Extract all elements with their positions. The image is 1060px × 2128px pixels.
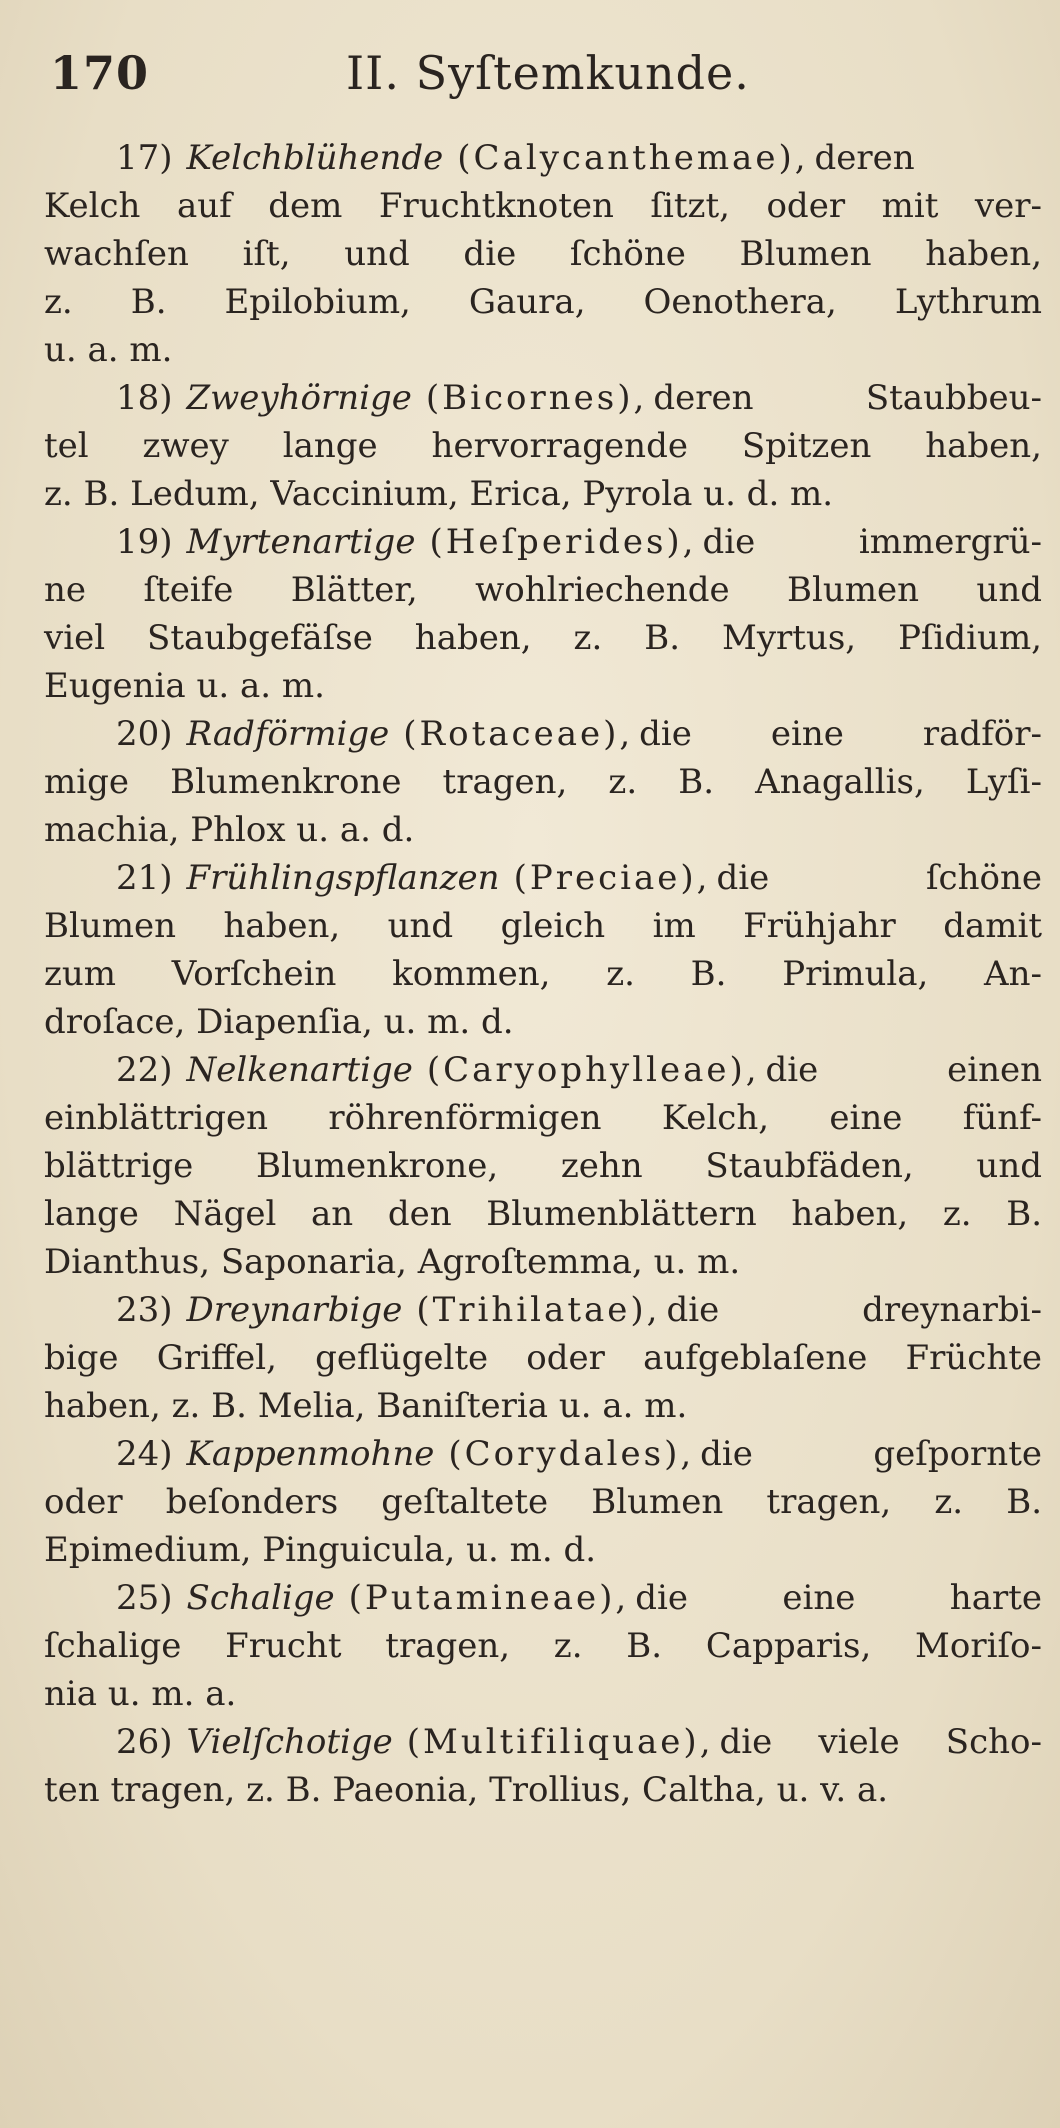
- entry-19: [44, 518, 1042, 710]
- text-line: ten tragen, z. B. Paeonia, Trollius, Caltha, u. v. a.: [44, 1770, 889, 1810]
- german-name: Schalige: [186, 1578, 335, 1618]
- latin-name: (Trihilatae),: [416, 1290, 661, 1330]
- entry-number: 20): [116, 714, 173, 754]
- entry-18: [44, 374, 1042, 518]
- text-line: tel zwey lange hervorragende Spitzen haben,: [44, 426, 1042, 466]
- german-name: Dreynarbige: [186, 1290, 403, 1330]
- text-line: [44, 1430, 1042, 1478]
- entry-20: [44, 710, 1042, 854]
- text-line: nia u. m. a.: [44, 1674, 237, 1714]
- line-text: die ſchöne: [716, 858, 1042, 898]
- text-line: blättrige Blumenkrone, zehn Staubfäden, und: [44, 1146, 1042, 1186]
- entry-number: 26): [116, 1722, 173, 1762]
- text-line: wachſen iſt, und die ſchöne Blumen haben,: [44, 234, 1042, 274]
- german-name: Nelkenartige: [186, 1050, 413, 1090]
- german-name: Vielſchotige: [186, 1722, 393, 1762]
- text-line: ſchalige Frucht tragen, z. B. Capparis, Moriſo-: [44, 1626, 1042, 1666]
- entry-22: [44, 1046, 1042, 1286]
- text-line: [44, 134, 1042, 182]
- entry-number: 24): [116, 1434, 173, 1474]
- entry-23: [44, 1286, 1042, 1430]
- page-number: 170: [50, 46, 150, 100]
- text-line: [44, 710, 1042, 758]
- german-name: Myrtenartige: [186, 522, 416, 562]
- text-line: bige Griffel, geflügelte oder aufgeblaſene Früchte: [44, 1338, 1042, 1378]
- entry-25: [44, 1574, 1042, 1718]
- line-text: die geſpornte: [700, 1434, 1042, 1474]
- text-line: Blumen haben, und gleich im Frühjahr damit: [44, 906, 1042, 946]
- german-name: Frühlingspflanzen: [186, 858, 500, 898]
- body-text: [44, 134, 1042, 1814]
- entry-number: 23): [116, 1290, 173, 1330]
- text-line: [44, 1286, 1042, 1334]
- text-line: [44, 1718, 1042, 1766]
- line-text: deren: [814, 138, 915, 178]
- german-name: Radförmige: [186, 714, 390, 754]
- text-line: einblättrigen röhrenförmigen Kelch, eine fünf-: [44, 1098, 1042, 1138]
- text-line: [44, 854, 1042, 902]
- latin-name: (Corydales),: [448, 1434, 695, 1474]
- text-line: ne ſteife Blätter, wohlriechende Blumen und: [44, 570, 1042, 610]
- page-header: [50, 28, 1020, 118]
- text-line: z. B. Epilobium, Gaura, Oenothera, Lythrum: [44, 282, 1042, 322]
- text-line: mige Blumenkrone tragen, z. B. Anagallis, Lyſi-: [44, 762, 1042, 802]
- line-text: die immergrü-: [702, 522, 1042, 562]
- text-line: [44, 1574, 1042, 1622]
- latin-name: (Preciae),: [513, 858, 711, 898]
- line-text: die eine harte: [635, 1578, 1042, 1618]
- line-text: die eine radför-: [639, 714, 1042, 754]
- german-name: Kelchblühende: [186, 138, 444, 178]
- text-line: haben, z. B. Melia, Baniſteria u. a. m.: [44, 1386, 688, 1426]
- line-text: die einen: [765, 1050, 1042, 1090]
- latin-name: (Putamineae),: [348, 1578, 630, 1618]
- german-name: Kappenmohne: [186, 1434, 435, 1474]
- text-line: z. B. Ledum, Vaccinium, Erica, Pyrola u. d. m.: [44, 474, 834, 514]
- entry-number: 22): [116, 1050, 173, 1090]
- latin-name: (Heſperides),: [429, 522, 697, 562]
- text-line: [44, 374, 1042, 422]
- line-text: deren Staubbeu-: [653, 378, 1042, 418]
- entry-17: [44, 134, 1042, 374]
- entry-21: [44, 854, 1042, 1046]
- text-line: machia, Phlox u. a. d.: [44, 810, 415, 850]
- text-line: Epimedium, Pinguicula, u. m. d.: [44, 1530, 597, 1570]
- latin-name: (Caryophylleae),: [426, 1050, 760, 1090]
- entry-26: [44, 1718, 1042, 1814]
- text-line: viel Staubgefäſse haben, z. B. Myrtus, Pſidium,: [44, 618, 1042, 658]
- text-line: Kelch auf dem Fruchtknoten ſitzt, oder mit ver-: [44, 186, 1042, 226]
- text-line: oder beſonders geſtaltete Blumen tragen, z. B.: [44, 1482, 1042, 1522]
- entry-24: [44, 1430, 1042, 1574]
- latin-name: (Calycanthemae),: [457, 138, 809, 178]
- latin-name: (Bicornes),: [425, 378, 648, 418]
- text-line: droſace, Diapenſia, u. m. d.: [44, 1002, 514, 1042]
- text-line: [44, 1046, 1042, 1094]
- latin-name: (Multifiliquae),: [406, 1722, 714, 1762]
- entry-number: 21): [116, 858, 173, 898]
- line-text: die dreynarbi-: [666, 1290, 1042, 1330]
- text-line: Eugenia u. a. m.: [44, 666, 325, 706]
- text-line: lange Nägel an den Blumenblättern haben, z. B.: [44, 1194, 1042, 1234]
- running-title: II. Syſtemkunde.: [346, 46, 750, 100]
- entry-number: 19): [116, 522, 173, 562]
- entry-number: 17): [116, 138, 173, 178]
- text-line: zum Vorſchein kommen, z. B. Primula, An-: [44, 954, 1042, 994]
- line-text: die viele Scho-: [719, 1722, 1042, 1762]
- german-name: Zweyhörnige: [186, 378, 412, 418]
- text-line: u. a. m.: [44, 330, 173, 370]
- entry-number: 18): [116, 378, 173, 418]
- text-line: Dianthus, Saponaria, Agroſtemma, u. m.: [44, 1242, 741, 1282]
- text-line: [44, 518, 1042, 566]
- entry-number: 25): [116, 1578, 173, 1618]
- latin-name: (Rotaceae),: [403, 714, 634, 754]
